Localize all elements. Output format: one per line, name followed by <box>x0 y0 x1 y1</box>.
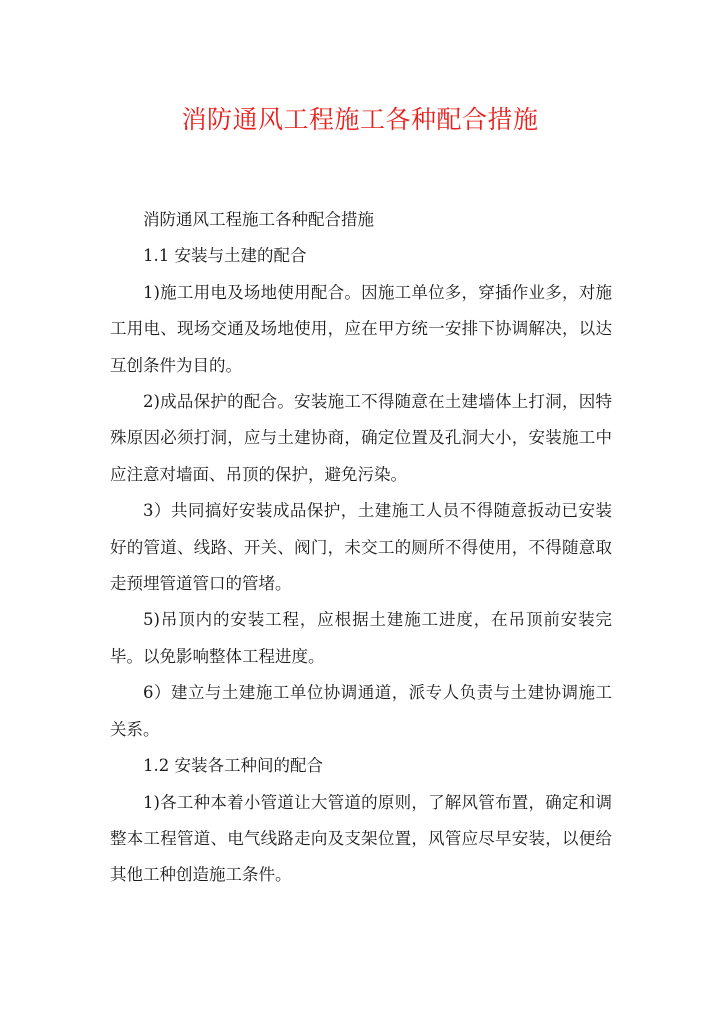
paragraph-item-1: 1)施工用电及场地使用配合。因施工单位多，穿插作业多，对施工用电、现场交通及场地使用，应在甲方统一安排下协调解决，以达互创条件为目的。 <box>110 282 612 375</box>
section-heading-1-1: 1.1 安装与土建的配合 <box>143 246 307 266</box>
paragraph-item-1-2-1: 1)各工种本着小管道让大管道的原则，了解风管布置，确定和调整本工程管道、电气线路走向及支架位置，风管应尽早安装，以便给其他工种创造施工条件。 <box>110 792 612 885</box>
paragraph-item-2: 2)成品保护的配合。安装施工不得随意在土建墙体上打洞，因特殊原因必须打洞，应与土建协商，确定位置及孔洞大小，安装施工中应注意对墙面、吊顶的保护，避免污染。 <box>110 392 612 484</box>
document-body <box>110 202 612 894</box>
paragraph-item-5: 5)吊顶内的安装工程，应根据土建施工进度，在吊顶前安装完毕。以免影响整体工程进度。 <box>110 610 612 666</box>
section-heading-1-2: 1.2 安装各工种间的配合 <box>143 756 323 776</box>
paragraph-heading: 消防通风工程施工各种配合措施 <box>143 210 374 229</box>
paragraph-item-3: 3）共同搞好安装成品保护，土建施工人员不得随意扳动已安装好的管道、线路、开关、阀门，未交工的厕所不得使用，不得随意取走预埋管道管口的管堵。 <box>110 501 612 594</box>
document-title: 消防通风工程施工各种配合措施 <box>181 105 539 134</box>
paragraph-item-6: 6）建立与土建施工单位协调通道，派专人负责与土建协调施工关系。 <box>110 683 612 739</box>
